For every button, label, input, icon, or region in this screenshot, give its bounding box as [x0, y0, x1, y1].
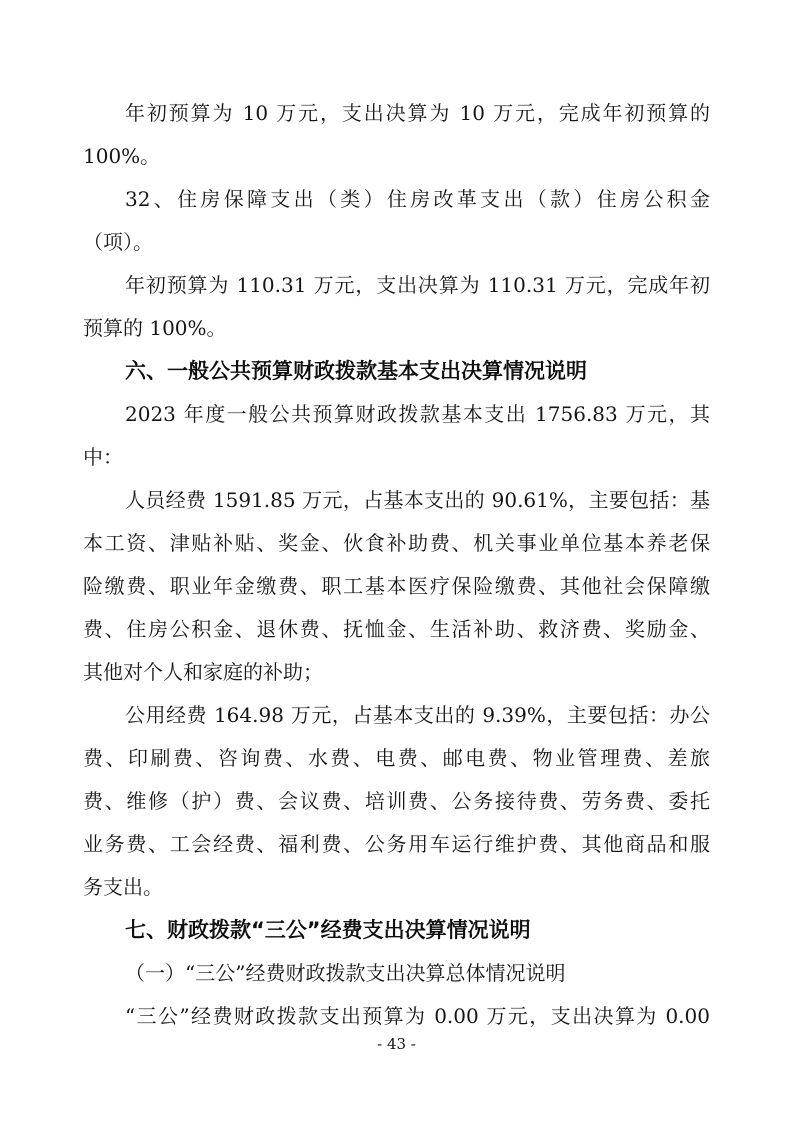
document-content	[83, 92, 710, 1038]
body-line: 32、住房保障支出（类）住房改革支出（款）住房公积金	[125, 187, 710, 211]
body-line: 险缴费、职业年金缴费、职工基本医疗保险缴费、其他社会保障缴	[83, 574, 710, 598]
body-line: 人员经费 1591.85 万元，占基本支出的 90.61%，主要包括：基	[125, 488, 710, 512]
body-line: 100%。	[83, 144, 161, 168]
page-number: - 43 -	[377, 1035, 416, 1053]
body-line: 公用经费 164.98 万元，占基本支出的 9.39%，主要包括：办公	[125, 703, 710, 727]
body-line: 务支出。	[83, 875, 163, 899]
body-line: 年初预算为 10 万元，支出决算为 10 万元，完成年初预算的	[125, 101, 710, 125]
body-line: 费、住房公积金、退休费、抚恤金、生活补助、救济费、奖励金、	[83, 617, 710, 641]
body-line: 中：	[83, 445, 123, 469]
body-line: “三公”经费财政拨款支出预算为 0.00 万元，支出决算为 0.00	[125, 1004, 710, 1028]
body-line: 年初预算为 110.31 万元，支出决算为 110.31 万元，完成年初	[125, 273, 710, 297]
body-line: 费、印刷费、咨询费、水费、电费、邮电费、物业管理费、差旅	[83, 746, 710, 770]
body-line: 业务费、工会经费、福利费、公务用车运行维护费、其他商品和服	[83, 832, 710, 856]
body-line: 预算的 100%。	[83, 316, 227, 340]
body-line: （项）。	[83, 230, 153, 254]
body-line: （一）“三公”经费财政拨款支出决算总体情况说明	[125, 961, 566, 985]
body-line: 费、维修（护）费、会议费、培训费、公务接待费、劳务费、委托	[83, 789, 710, 813]
section-heading-six: 六、一般公共预算财政拨款基本支出决算情况说明	[125, 359, 587, 383]
section-heading-seven: 七、财政拨款“三公”经费支出决算情况说明	[125, 918, 531, 942]
body-line: 本工资、津贴补贴、奖金、伙食补助费、机关事业单位基本养老保	[83, 531, 710, 555]
body-line: 2023 年度一般公共预算财政拨款基本支出 1756.83 万元，其	[125, 402, 710, 426]
body-line: 其他对个人和家庭的补助；	[83, 660, 323, 684]
page-footer	[0, 1034, 793, 1054]
